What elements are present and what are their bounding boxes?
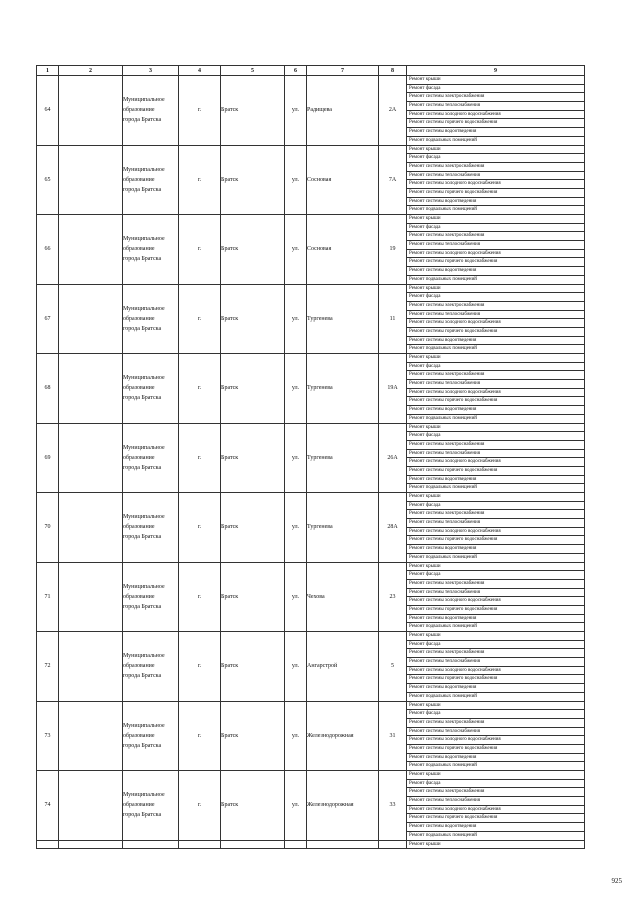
row-number: 73	[37, 701, 59, 771]
blank-cell	[59, 632, 123, 702]
city-name: Братск	[221, 493, 285, 563]
work-item: Ремонт фасада	[407, 432, 584, 441]
municipality-text: Муниципальное	[123, 792, 165, 799]
city-name: Братск	[221, 215, 285, 285]
work-item: Ремонт системы горячего водоснабжения	[407, 119, 584, 128]
work-item: Ремонт системы водоотведения	[407, 615, 584, 624]
city-type: г.	[179, 76, 221, 146]
work-item: Ремонт системы теплоснабжения	[407, 797, 584, 806]
work-item: Ремонт системы горячего водоснабжения	[407, 328, 584, 337]
house-number: 19	[379, 215, 407, 285]
work-item: Ремонт системы горячего водоснабжения	[407, 189, 584, 198]
work-item: Ремонт фасада	[407, 641, 584, 650]
work-item: Ремонт системы электроснабжения	[407, 580, 584, 589]
work-item: Ремонт системы холодного водоснабжения	[407, 597, 584, 606]
work-item: Ремонт системы горячего водоснабжения	[407, 675, 584, 684]
house-number: 26А	[379, 423, 407, 493]
city-name: Братск	[221, 632, 285, 702]
header-cell: 2	[59, 66, 123, 76]
work-item: Ремонт системы водоотведения	[407, 823, 584, 832]
work-item: Ремонт системы теплоснабжения	[407, 450, 584, 459]
register-body	[37, 76, 585, 849]
work-item: Ремонт системы электроснабжения	[407, 371, 584, 380]
work-item: Ремонт системы электроснабжения	[407, 163, 584, 172]
header-cell: 7	[307, 66, 379, 76]
work-item: Ремонт подвальных помещений	[409, 207, 477, 213]
municipality-text: города Братска	[123, 117, 162, 124]
city-type: г.	[179, 145, 221, 215]
table-row	[37, 562, 585, 632]
blank-cell	[59, 423, 123, 493]
work-item: Ремонт системы электроснабжения	[407, 232, 584, 241]
work-item: Ремонт фасада	[407, 154, 584, 163]
municipality-text: образование	[123, 663, 155, 670]
municipality-text: образование	[123, 246, 155, 253]
work-item: Ремонт крыши	[407, 702, 584, 711]
repair-register-table	[36, 65, 585, 849]
work-item: Ремонт крыши	[407, 840, 585, 848]
work-item: Ремонт системы электроснабжения	[407, 649, 584, 658]
blank-cell	[221, 840, 285, 848]
work-item: Ремонт системы теплоснабжения	[407, 172, 584, 181]
work-item: Ремонт системы водоотведения	[407, 406, 584, 415]
municipality-text: образование	[123, 593, 155, 600]
table-row	[37, 284, 585, 354]
row-number: 69	[37, 423, 59, 493]
work-item: Ремонт системы холодного водоснабжения	[407, 806, 584, 815]
blank-cell	[59, 493, 123, 563]
work-item: Ремонт системы теплоснабжения	[407, 728, 584, 737]
blank-cell	[59, 215, 123, 285]
street-type: ул.	[285, 423, 307, 493]
work-item: Ремонт системы теплоснабжения	[407, 380, 584, 389]
work-item: Ремонт фасада	[407, 293, 584, 302]
municipality-text: города Братска	[123, 742, 162, 749]
work-item: Ремонт крыши	[407, 771, 584, 780]
row-number: 70	[37, 493, 59, 563]
municipality-text: Муниципальное	[123, 305, 165, 312]
city-type: г.	[179, 701, 221, 771]
street-name: Тургенева	[307, 423, 379, 493]
header-cell: 5	[221, 66, 285, 76]
work-item: Ремонт системы холодного водоснабжения	[407, 528, 584, 537]
work-item: Ремонт системы водоотведения	[407, 476, 584, 485]
work-item: Ремонт подвальных помещений	[409, 832, 477, 838]
work-item: Ремонт системы водоотведения	[407, 684, 584, 693]
blank-cell	[379, 840, 407, 848]
work-item: Ремонт подвальных помещений	[409, 624, 477, 630]
works-list	[407, 284, 585, 354]
municipality-text: Муниципальное	[123, 444, 165, 451]
work-item: Ремонт системы водоотведения	[407, 754, 584, 763]
row-number: 66	[37, 215, 59, 285]
municipality-text: Муниципальное	[123, 722, 165, 729]
street-type: ул.	[285, 632, 307, 702]
city-name: Братск	[221, 76, 285, 146]
work-item: Ремонт системы электроснабжения	[407, 441, 584, 450]
municipality-text: образование	[123, 315, 155, 322]
work-item: Ремонт системы теплоснабжения	[407, 241, 584, 250]
work-item: Ремонт крыши	[407, 493, 584, 502]
municipality-text: Муниципальное	[123, 166, 165, 173]
city-type: г.	[179, 632, 221, 702]
works-list	[407, 562, 585, 632]
municipality-text: образование	[123, 385, 155, 392]
works-list	[407, 145, 585, 215]
street-type: ул.	[285, 771, 307, 841]
street-type: ул.	[285, 76, 307, 146]
municipality-cell	[123, 215, 179, 285]
street-name: Тургенева	[307, 354, 379, 424]
blank-cell	[59, 701, 123, 771]
work-item: Ремонт системы водоотведения	[407, 128, 584, 137]
house-number: 23	[379, 562, 407, 632]
blank-cell	[37, 840, 59, 848]
blank-cell	[59, 76, 123, 146]
work-item: Ремонт подвальных помещений	[409, 346, 477, 352]
municipality-cell	[123, 145, 179, 215]
row-number: 67	[37, 284, 59, 354]
row-number: 65	[37, 145, 59, 215]
work-item: Ремонт системы холодного водоснабжения	[407, 458, 584, 467]
blank-cell	[59, 354, 123, 424]
table-row	[37, 215, 585, 285]
house-number: 7А	[379, 145, 407, 215]
works-list	[407, 215, 585, 285]
house-number: 33	[379, 771, 407, 841]
city-name: Братск	[221, 354, 285, 424]
work-item: Ремонт системы горячего водоснабжения	[407, 258, 584, 267]
work-item: Ремонт системы холодного водоснабжения	[407, 736, 584, 745]
works-list	[407, 423, 585, 493]
work-item: Ремонт системы холодного водоснабжения	[407, 667, 584, 676]
city-type: г.	[179, 215, 221, 285]
city-name: Братск	[221, 562, 285, 632]
blank-cell	[123, 840, 179, 848]
work-item: Ремонт системы холодного водоснабжения	[407, 111, 584, 120]
municipality-text: города Братска	[123, 395, 162, 402]
table-row	[37, 76, 585, 146]
city-name: Братск	[221, 771, 285, 841]
municipality-text: города Братска	[123, 186, 162, 193]
header-cell: 4	[179, 66, 221, 76]
work-item: Ремонт системы холодного водоснабжения	[407, 389, 584, 398]
municipality-cell	[123, 493, 179, 563]
row-number: 72	[37, 632, 59, 702]
work-item: Ремонт подвальных помещений	[409, 763, 477, 769]
municipality-cell	[123, 632, 179, 702]
work-item: Ремонт подвальных помещений	[409, 137, 477, 143]
municipality-text: образование	[123, 802, 155, 809]
work-item: Ремонт системы электроснабжения	[407, 510, 584, 519]
work-item: Ремонт системы холодного водоснабжения	[407, 319, 584, 328]
municipality-text: образование	[123, 524, 155, 531]
city-type: г.	[179, 354, 221, 424]
street-type: ул.	[285, 493, 307, 563]
work-item: Ремонт фасада	[407, 780, 584, 789]
street-name: Радищева	[307, 76, 379, 146]
work-item: Ремонт крыши	[407, 146, 584, 155]
work-item: Ремонт системы холодного водоснабжения	[407, 250, 584, 259]
municipality-text: города Братска	[123, 256, 162, 263]
header-cell: 3	[123, 66, 179, 76]
work-item: Ремонт системы горячего водоснабжения	[407, 397, 584, 406]
table-row	[37, 145, 585, 215]
city-type: г.	[179, 562, 221, 632]
work-item: Ремонт системы водоотведения	[407, 198, 584, 207]
works-list	[407, 493, 585, 563]
work-item: Ремонт системы электроснабжения	[407, 302, 584, 311]
work-item: Ремонт фасада	[407, 85, 584, 94]
city-type: г.	[179, 284, 221, 354]
work-item: Ремонт системы электроснабжения	[407, 719, 584, 728]
municipality-cell	[123, 701, 179, 771]
work-item: Ремонт системы горячего водоснабжения	[407, 467, 584, 476]
work-item: Ремонт крыши	[407, 76, 584, 85]
header-cell: 1	[37, 66, 59, 76]
works-list	[407, 632, 585, 702]
page-number: 925	[611, 877, 622, 885]
municipality-text: города Братска	[123, 534, 162, 541]
work-item: Ремонт системы электроснабжения	[407, 788, 584, 797]
work-item: Ремонт подвальных помещений	[409, 693, 477, 699]
row-number: 71	[37, 562, 59, 632]
work-item: Ремонт системы холодного водоснабжения	[407, 180, 584, 189]
municipality-text: города Братска	[123, 325, 162, 332]
street-name: Железнодорожная	[307, 771, 379, 841]
work-item: Ремонт фасада	[407, 571, 584, 580]
street-type: ул.	[285, 562, 307, 632]
municipality-cell	[123, 771, 179, 841]
street-type: ул.	[285, 145, 307, 215]
work-item: Ремонт фасада	[407, 502, 584, 511]
municipality-cell	[123, 423, 179, 493]
street-name: Сосновая	[307, 215, 379, 285]
municipality-cell	[123, 562, 179, 632]
city-name: Братск	[221, 145, 285, 215]
header-cell: 9	[407, 66, 585, 76]
street-type: ул.	[285, 284, 307, 354]
work-item: Ремонт системы электроснабжения	[407, 93, 584, 102]
municipality-cell	[123, 354, 179, 424]
work-item: Ремонт системы теплоснабжения	[407, 311, 584, 320]
blank-cell	[59, 840, 123, 848]
work-item: Ремонт системы теплоснабжения	[407, 102, 584, 111]
work-item: Ремонт системы теплоснабжения	[407, 519, 584, 528]
column-number-header-row	[37, 66, 585, 76]
work-item: Ремонт фасада	[407, 363, 584, 372]
row-number: 64	[37, 76, 59, 146]
works-list	[407, 354, 585, 424]
work-item: Ремонт подвальных помещений	[409, 415, 477, 421]
street-name: Сосновая	[307, 145, 379, 215]
municipality-text: Муниципальное	[123, 375, 165, 382]
house-number: 31	[379, 701, 407, 771]
house-number: 2А	[379, 76, 407, 146]
work-item: Ремонт подвальных помещений	[409, 485, 477, 491]
municipality-text: Муниципальное	[123, 514, 165, 521]
blank-cell	[285, 840, 307, 848]
blank-cell	[59, 284, 123, 354]
table-row	[37, 701, 585, 771]
municipality-text: города Братска	[123, 812, 162, 819]
municipality-text: Муниципальное	[123, 583, 165, 590]
street-name: Чехова	[307, 562, 379, 632]
city-name: Братск	[221, 284, 285, 354]
municipality-cell	[123, 76, 179, 146]
work-item: Ремонт системы теплоснабжения	[407, 658, 584, 667]
municipality-text: Муниципальное	[123, 236, 165, 243]
table-row	[37, 771, 585, 841]
blank-cell	[59, 145, 123, 215]
municipality-cell	[123, 284, 179, 354]
municipality-text: города Братска	[123, 603, 162, 610]
work-item: Ремонт системы водоотведения	[407, 545, 584, 554]
work-item: Ремонт крыши	[407, 215, 584, 224]
table-row	[37, 493, 585, 563]
work-item: Ремонт подвальных помещений	[409, 554, 477, 560]
works-list	[407, 76, 585, 146]
municipality-text: города Братска	[123, 464, 162, 471]
blank-cell	[179, 840, 221, 848]
table-row	[37, 423, 585, 493]
city-name: Братск	[221, 701, 285, 771]
municipality-text: образование	[123, 732, 155, 739]
house-number: 11	[379, 284, 407, 354]
house-number: 19А	[379, 354, 407, 424]
work-item: Ремонт фасада	[407, 710, 584, 719]
street-name: Железнодорожная	[307, 701, 379, 771]
row-number: 74	[37, 771, 59, 841]
municipality-text: Муниципальное	[123, 653, 165, 660]
municipality-text: образование	[123, 176, 155, 183]
street-name: Ангарстрой	[307, 632, 379, 702]
header-cell: 6	[285, 66, 307, 76]
work-item: Ремонт системы горячего водоснабжения	[407, 814, 584, 823]
city-type: г.	[179, 423, 221, 493]
table-row	[37, 354, 585, 424]
table-row	[37, 632, 585, 702]
work-item: Ремонт фасада	[407, 224, 584, 233]
street-type: ул.	[285, 701, 307, 771]
blank-cell	[59, 562, 123, 632]
blank-cell	[307, 840, 379, 848]
continuation-row	[37, 840, 585, 848]
work-item: Ремонт системы водоотведения	[407, 337, 584, 346]
street-type: ул.	[285, 354, 307, 424]
work-item: Ремонт системы горячего водоснабжения	[407, 745, 584, 754]
street-type: ул.	[285, 215, 307, 285]
house-number: 5	[379, 632, 407, 702]
work-item: Ремонт крыши	[407, 424, 584, 433]
street-name: Тургенева	[307, 284, 379, 354]
blank-cell	[59, 771, 123, 841]
row-number: 68	[37, 354, 59, 424]
works-list	[407, 771, 585, 841]
municipality-text: образование	[123, 107, 155, 114]
work-item: Ремонт системы теплоснабжения	[407, 589, 584, 598]
municipality-text: города Братска	[123, 673, 162, 680]
header-cell: 8	[379, 66, 407, 76]
municipality-text: образование	[123, 454, 155, 461]
municipality-text: Муниципальное	[123, 97, 165, 104]
work-item: Ремонт подвальных помещений	[409, 276, 477, 282]
street-name: Тургенева	[307, 493, 379, 563]
work-item: Ремонт крыши	[407, 285, 584, 294]
city-name: Братск	[221, 423, 285, 493]
work-item: Ремонт системы водоотведения	[407, 267, 584, 276]
work-item: Ремонт крыши	[407, 563, 584, 572]
work-item: Ремонт системы горячего водоснабжения	[407, 606, 584, 615]
work-item: Ремонт системы горячего водоснабжения	[407, 536, 584, 545]
works-list	[407, 701, 585, 771]
house-number: 28А	[379, 493, 407, 563]
work-item: Ремонт крыши	[407, 632, 584, 641]
work-item: Ремонт крыши	[407, 354, 584, 363]
city-type: г.	[179, 771, 221, 841]
city-type: г.	[179, 493, 221, 563]
